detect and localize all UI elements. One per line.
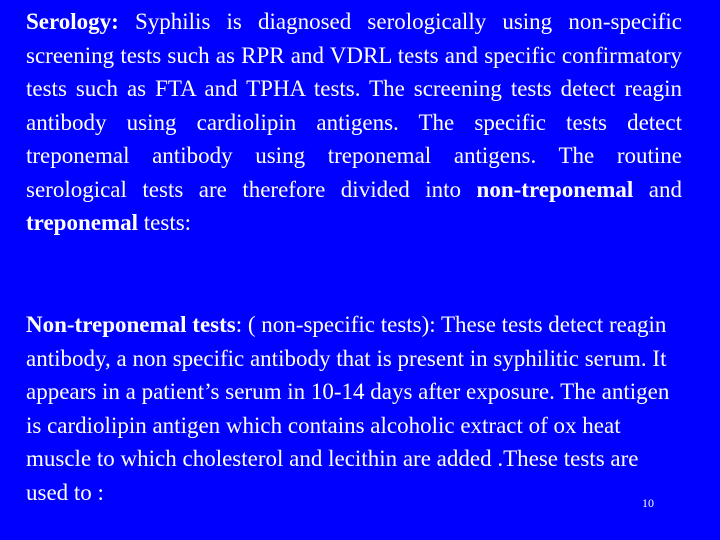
non-treponemal-text: : ( non-specific tests): These tests detect reagin antibody, a non specific antibody that is present in syphilitic serum. It appears in a patient’s serum in 10-14 days after exposure. The antigen is cardiolipin antigen which contains alcoholic extract of ox heat muscle to which cholesterol and lecithin are added .These tests are used to : [26, 312, 670, 505]
non-treponemal-term: non-treponemal [476, 176, 634, 202]
serology-text-1: Syphilis is diagnosed serologically using non-specific screening tests such as RPR and VDRL tests and specific confirmatory tests such as FTA and TPHA tests. The screening tests detect reagin antibody using cardiolipin antigens. The specific tests detect treponemal antibody using treponemal antigens. The routine serological tests are therefore divided into [26, 9, 682, 202]
serology-text-3: tests: [138, 210, 192, 235]
serology-heading: Serology: [26, 9, 119, 34]
treponemal-term: treponemal [26, 210, 139, 235]
page-number: 10 [642, 496, 654, 510]
serology-text-2: and [633, 176, 682, 202]
non-treponemal-heading: Non-treponemal tests [26, 312, 236, 337]
non-treponemal-paragraph [26, 308, 682, 509]
serology-paragraph [26, 5, 682, 240]
